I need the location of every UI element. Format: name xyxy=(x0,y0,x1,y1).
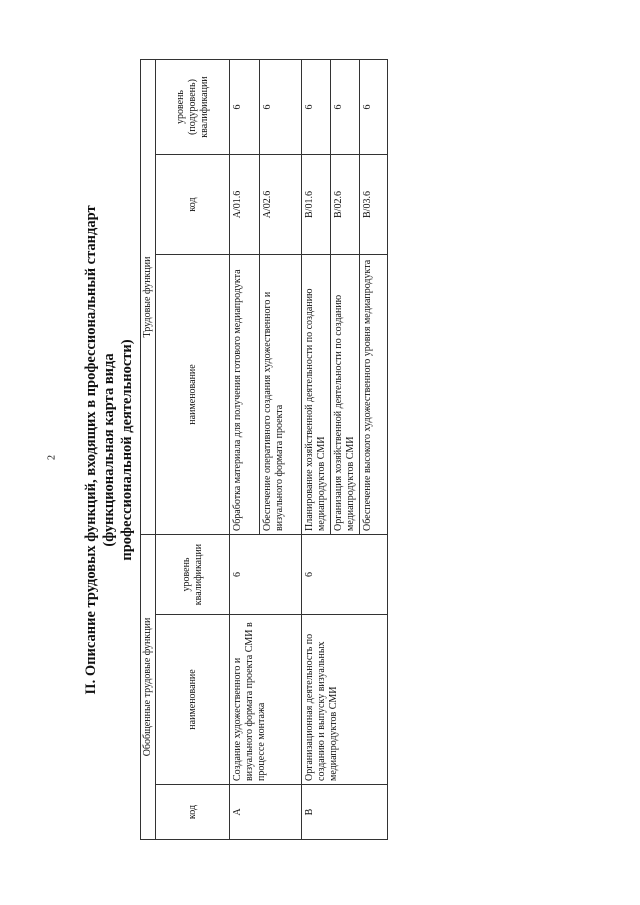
header-level: уровень квалификации xyxy=(156,535,230,615)
section-heading xyxy=(80,170,140,730)
tf-code-cell: В/02.6 xyxy=(331,155,360,255)
gf-name-cell: Организационная деятельность по созданию и выпуску визуальных медиапродуктов СМИ xyxy=(302,615,388,785)
table-row xyxy=(230,60,260,840)
header-sublevel: уровень (подуровень) квалификации xyxy=(156,60,230,155)
header-code: код xyxy=(156,785,230,840)
group-header-generalized: Обобщенные трудовые функции xyxy=(141,535,156,840)
tf-code-cell: А/01.6 xyxy=(230,155,260,255)
gf-level-cell: 6 xyxy=(302,535,388,615)
page-number: 2 xyxy=(46,455,58,460)
header-tf-name: наименование xyxy=(156,255,230,535)
table-row xyxy=(302,60,331,840)
tf-code-cell: А/02.6 xyxy=(260,155,302,255)
tf-name-cell: Обеспечение высокого художественного уровня медиапродукта xyxy=(360,255,388,535)
gf-name-cell: Создание художественного и визуального формата проекта СМИ в процессе монтажа xyxy=(230,615,302,785)
table-group-header-row xyxy=(141,60,156,840)
heading-line-2: профессиональной деятельности) xyxy=(119,339,135,561)
header-name: наименование xyxy=(156,615,230,785)
rotated-content xyxy=(80,60,380,840)
group-header-labor: Трудовые функции xyxy=(141,60,156,535)
tf-name-cell: Обеспечение оперативного создания художественного и визуального формата проекта xyxy=(260,255,302,535)
gf-code-cell: А xyxy=(230,785,302,840)
tf-level-cell: 6 xyxy=(260,60,302,155)
tf-level-cell: 6 xyxy=(230,60,260,155)
tf-name-cell: Обработка материала для получения готового медиапродукта xyxy=(230,255,260,535)
functional-map-table xyxy=(140,59,388,840)
tf-code-cell: В/01.6 xyxy=(302,155,331,255)
gf-code-cell: В xyxy=(302,785,388,840)
tf-name-cell: Организация хозяйственной деятельности по созданию медиапродуктов СМИ xyxy=(331,255,360,535)
tf-level-cell: 6 xyxy=(360,60,388,155)
tf-name-cell: Планирование хозяйственной деятельности по созданию медиапродуктов СМИ xyxy=(302,255,331,535)
tf-level-cell: 6 xyxy=(331,60,360,155)
tf-code-cell: В/03.6 xyxy=(360,155,388,255)
tf-level-cell: 6 xyxy=(302,60,331,155)
header-tf-code: код xyxy=(156,155,230,255)
gf-level-cell: 6 xyxy=(230,535,302,615)
heading-line-1: II. Описание трудовых функций, входящих в профессиональный стандарт (функциональная карта вида xyxy=(83,205,117,695)
table-column-header-row xyxy=(156,60,230,840)
